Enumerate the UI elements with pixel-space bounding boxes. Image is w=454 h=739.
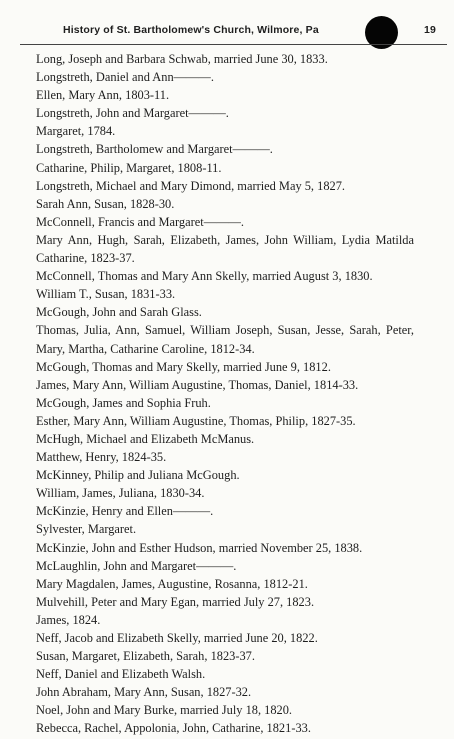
register-entry: John Abraham, Mary Ann, Susan, 1827-32. — [36, 685, 252, 700]
register-entry: Mary Ann, Hugh, Sarah, Elizabeth, James, John William, Lydia Matilda Catharine, 1823-37. — [36, 232, 414, 266]
page-number: 19 — [424, 24, 436, 36]
register-list — [18, 50, 414, 738]
register-entry: Rebecca, Rachel, Appolonia, John, Catharine, 1821-33. — [36, 721, 311, 736]
header-rule — [20, 44, 447, 45]
register-entry: William, James, Juliana, 1830-34. — [36, 486, 205, 501]
register-entry: Long, Joseph and Barbara Schwab, married June 30, 1833. — [36, 52, 328, 66]
register-entry: McKinzie, Henry and Ellen———. — [36, 504, 214, 519]
register-entry: Longstreth, Michael and Mary Dimond, married May 5, 1827. — [36, 178, 346, 193]
register-entry: McConnell, Francis and Margaret———. — [36, 214, 244, 229]
register-entry: McHugh, Michael and Elizabeth McManus. — [36, 431, 255, 446]
register-entry: James, 1824. — [36, 612, 101, 627]
page-header — [20, 22, 440, 40]
register-entry: Longstreth, John and Margaret———. — [36, 106, 229, 121]
register-entry: McKinney, Philip and Juliana McGough. — [36, 468, 240, 483]
register-entry: Ellen, Mary Ann, 1803-11. — [36, 88, 170, 103]
register-entry: Susan, Margaret, Elizabeth, Sarah, 1823-37. — [36, 649, 255, 664]
register-entry: Noel, John and Mary Burke, married July 18, 1820. — [36, 703, 293, 718]
register-entry: Esther, Mary Ann, William Augustine, Thomas, Philip, 1827-35. — [36, 413, 356, 428]
register-entry: Mary Magdalen, James, Augustine, Rosanna, 1812-21. — [36, 576, 308, 591]
register-entry: Thomas, Julia, Ann, Samuel, William Joseph, Susan, Jesse, Sarah, Peter, Mary, Martha, Catharine Caroline, 1812-34. — [36, 323, 414, 356]
running-title: History of St. Bartholomew's Church, Wilmore, Pa — [63, 24, 319, 36]
register-entry: Neff, Daniel and Elizabeth Walsh. — [36, 667, 206, 682]
register-entry: Longstreth, Daniel and Ann———. — [36, 70, 214, 85]
register-entry: McGough, James and Sophia Fruh. — [36, 395, 211, 410]
register-entry: Longstreth, Bartholomew and Margaret———. — [36, 142, 273, 157]
register-entry: William T., Susan, 1831-33. — [36, 287, 176, 302]
register-entry: McGough, John and Sarah Glass. — [36, 305, 202, 320]
register-entry: Matthew, Henry, 1824-35. — [36, 450, 167, 465]
register-entry: McConnell, Thomas and Mary Ann Skelly, married August 3, 1830. — [36, 269, 373, 284]
register-entry: Margaret, 1784. — [36, 124, 116, 139]
register-entry: McLaughlin, John and Margaret———. — [36, 558, 237, 573]
register-entry: Neff, Jacob and Elizabeth Skelly, married June 20, 1822. — [36, 631, 318, 645]
register-entry: Sylvester, Margaret. — [36, 522, 137, 537]
register-entry: McKinzie, John and Esther Hudson, married November 25, 1838. — [36, 540, 363, 555]
register-entry: Sarah Ann, Susan, 1828-30. — [36, 196, 175, 211]
register-entry: Mulvehill, Peter and Mary Egan, married July 27, 1823. — [36, 594, 315, 609]
register-entry: James, Mary Ann, William Augustine, Thomas, Daniel, 1814-33. — [36, 377, 359, 392]
register-entry: McGough, Thomas and Mary Skelly, married June 9, 1812. — [36, 359, 331, 374]
register-entry: Catharine, Philip, Margaret, 1808-11. — [36, 160, 222, 175]
